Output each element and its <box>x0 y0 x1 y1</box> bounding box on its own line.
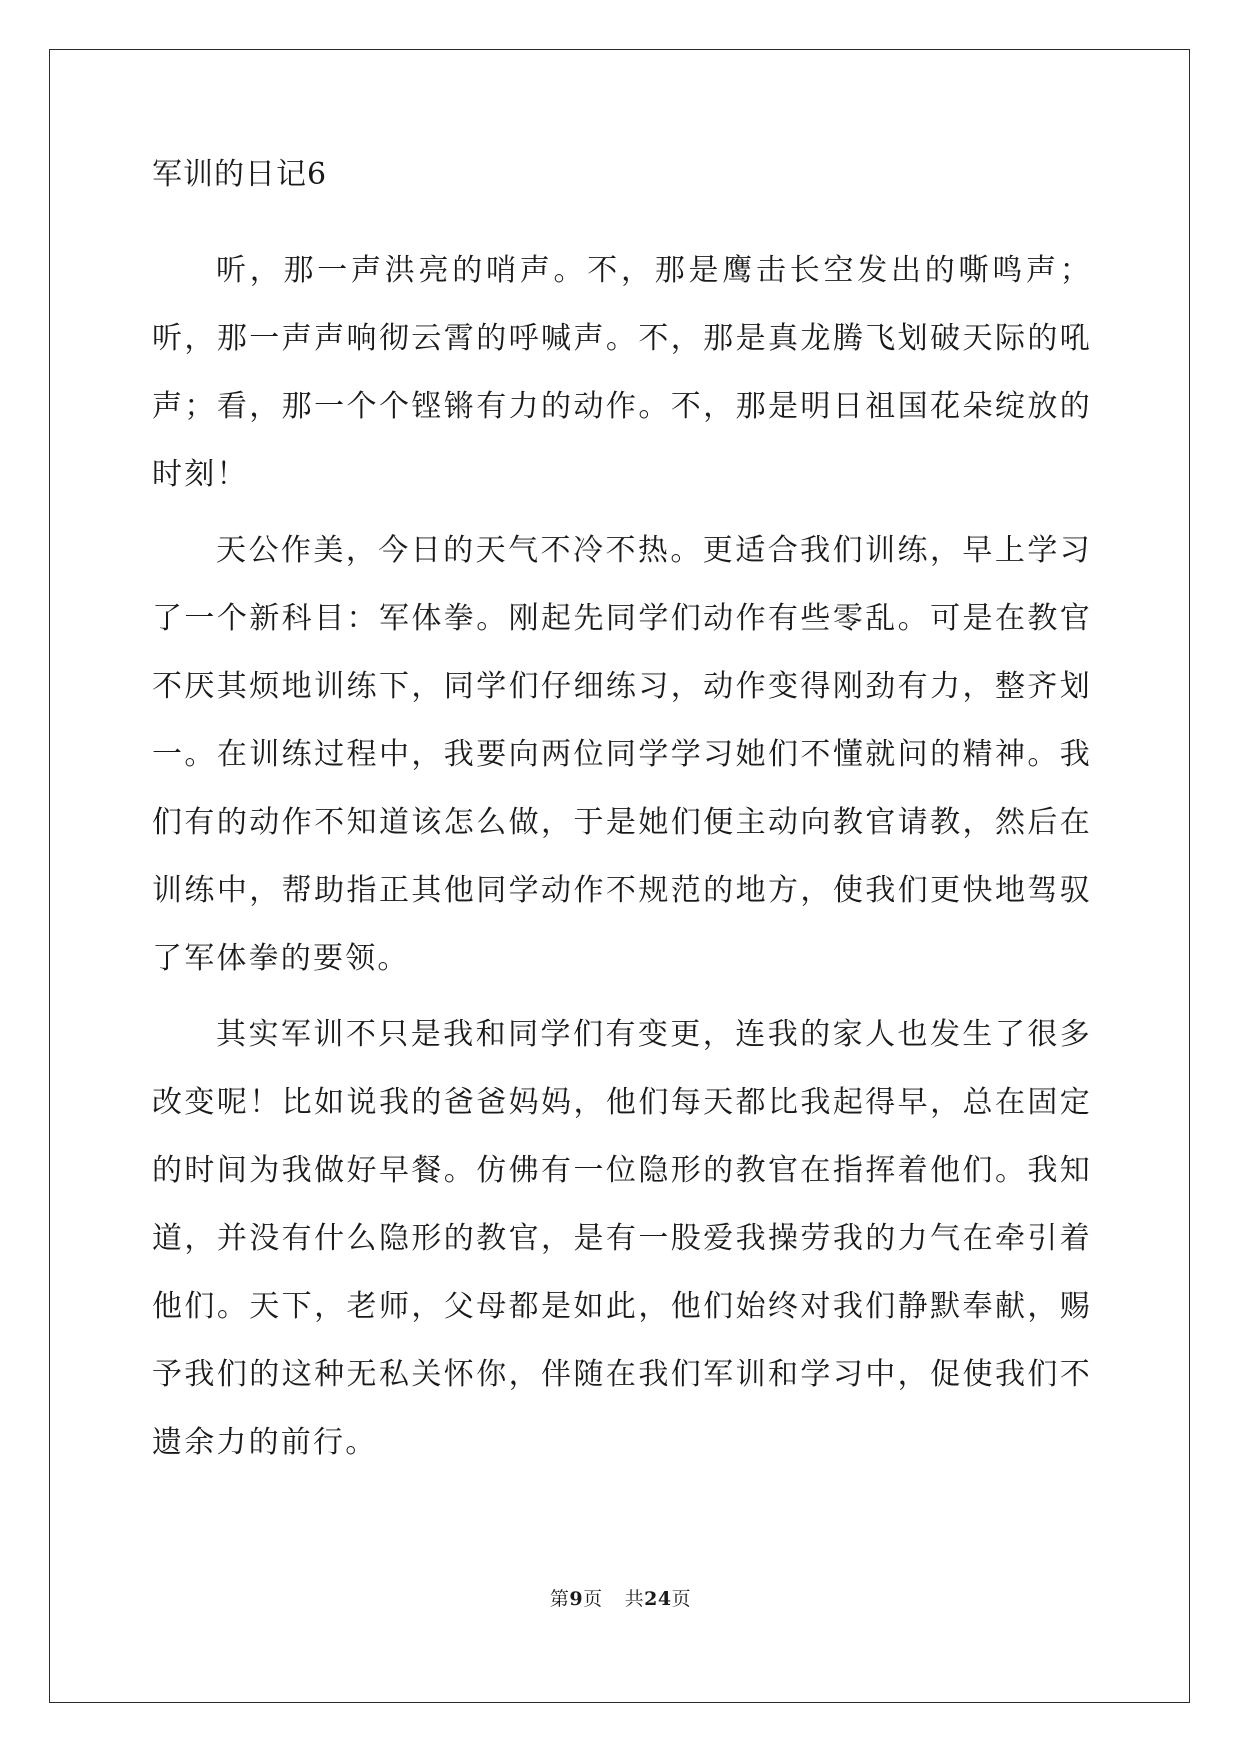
paragraph-2: 天公作美，今日的天气不冷不热。更适合我们训练，早上学习了一个新科目：军体拳。刚起先同学们动作有些零乱。可是在教官不厌其烦地训练下，同学们仔细练习，动作变得刚劲有力，整齐划一。在训练过程中，我要向两位同学学习她们不懂就问的精神。我们有的动作不知道该怎么做，于是她们便主动向教官请教，然后在训练中，帮助指正其他同学动作不规范的地方，使我们更快地驾驭了军体拳的要领。 <box>152 533 1092 976</box>
current-page-number: 9 <box>569 1588 584 1610</box>
paragraph-3: 其实军训不只是我和同学们有变更，连我的家人也发生了很多改变呢！比如说我的爸爸妈妈，他们每天都比我起得早，总在固定的时间为我做好早餐。仿佛有一位隐形的教官在指挥着他们。我知道，并没有什么隐形的教官，是有一股爱我操劳我的力气在牵引着他们。天下，老师，父母都是如此，他们始终对我们静默奉献，赐予我们的这种无私关怀你，伴随在我们军训和学习中，促使我们不遗余力的前行。 <box>152 1017 1092 1460</box>
document-title: 军训的日记6 <box>152 157 328 192</box>
page-footer <box>0 1584 1241 1611</box>
document-body <box>152 155 1092 1485</box>
total-pages-prefix: 共 <box>624 1588 645 1610</box>
page-number-suffix: 页 <box>583 1588 603 1610</box>
total-pages-suffix: 页 <box>671 1588 692 1610</box>
page-number-prefix: 第 <box>549 1588 570 1610</box>
paragraph-1: 听，那一声洪亮的哨声。不，那是鹰击长空发出的嘶鸣声；听，那一声声响彻云霄的呼喊声。不，那是真龙腾飞划破天际的吼声；看，那一个个铿锵有力的动作。不，那是明日祖国花朵绽放的时刻！ <box>152 253 1092 492</box>
total-pages-number: 24 <box>644 1588 672 1610</box>
